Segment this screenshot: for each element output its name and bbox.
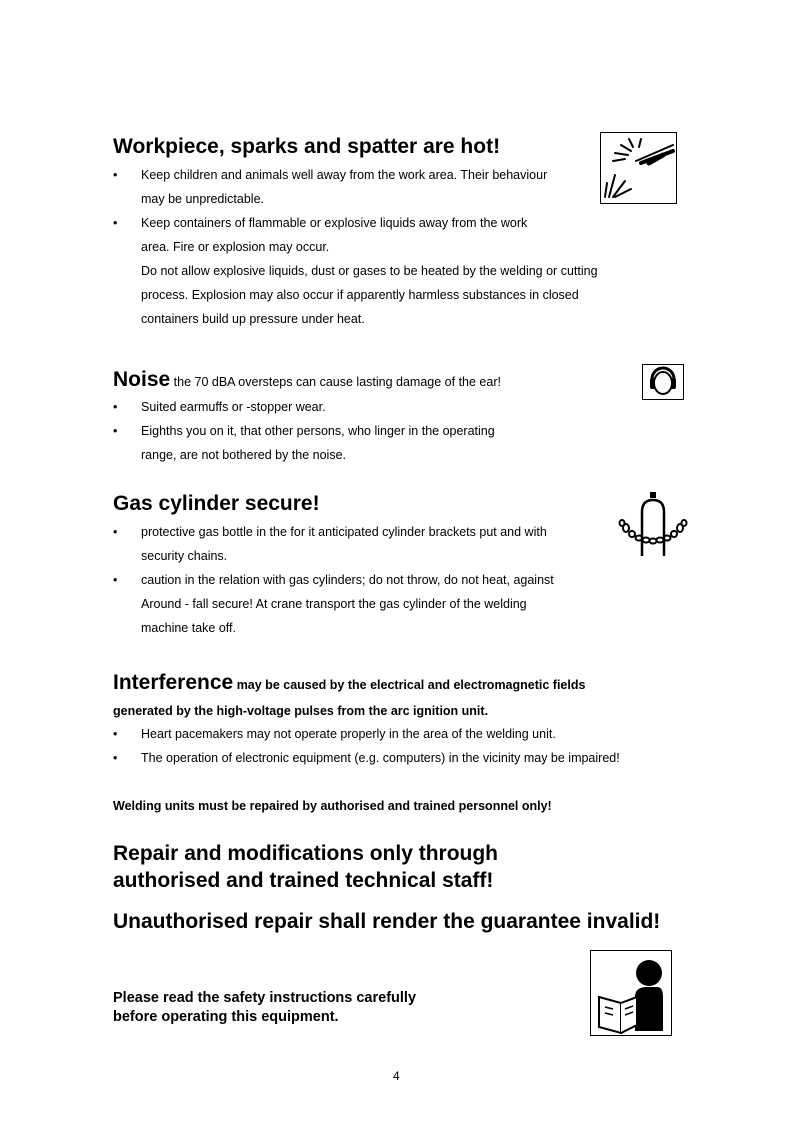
repair-heading-line-1: Repair and modifications only through: [113, 842, 499, 865]
list-item-continued: range, are not bothered by the noise.: [141, 448, 347, 462]
list-item: • caution in the relation with gas cylinders; do not throw, do not heat, against: [113, 568, 633, 592]
list-item: • Suited earmuffs or -stopper wear.: [113, 395, 633, 419]
noise-heading-line: [113, 367, 501, 394]
bullet-mark: •: [113, 424, 118, 438]
list-item: • protective gas bottle in the for it anticipated cylinder brackets put and with: [113, 520, 633, 544]
heading-hot-workpiece: Workpiece, sparks and spatter are hot!: [113, 135, 501, 158]
list-item: • Eighths you on it, that other persons, who linger in the operating: [113, 419, 633, 443]
guarantee-heading: Unauthorised repair shall render the guarantee invalid!: [113, 910, 661, 933]
list-item: • Heart pacemakers may not operate properly in the area of the welding unit.: [113, 722, 673, 746]
page-number: 4: [393, 1069, 400, 1083]
read-manual-icon: [590, 950, 672, 1036]
bullet-mark: •: [113, 525, 118, 539]
read-instructions-line-1: Please read the safety instructions carefully: [113, 990, 417, 1006]
heading-gas-cylinder: Gas cylinder secure!: [113, 492, 320, 515]
interference-intro-continued: generated by the high-voltage pulses from the arc ignition unit.: [113, 704, 489, 718]
ear-protection-icon: [642, 364, 684, 400]
list-item-continued: machine take off.: [141, 621, 236, 635]
heading-interference: Interference: [113, 671, 234, 694]
interference-intro: may be caused by the electrical and electromagnetic fields: [233, 678, 586, 692]
interference-heading-line: [113, 670, 585, 697]
list-item-continued: may be unpredictable.: [141, 192, 264, 206]
list-item: • Keep children and animals well away from the work area. Their behaviour: [113, 163, 633, 187]
gas-cylinder-chain-icon: [618, 490, 688, 560]
noise-intro: the 70 dBA oversteps can cause lasting damage of the ear!: [170, 375, 501, 389]
bullet-mark: •: [113, 216, 118, 230]
list-item-continued: containers build up pressure under heat.: [141, 312, 365, 326]
gas-cylinder-list: [113, 520, 633, 640]
sparks-warning-icon: [600, 132, 677, 204]
list-item: • Keep containers of flammable or explosive liquids away from the work: [113, 211, 633, 235]
list-item-continued: security chains.: [141, 549, 228, 563]
bullet-mark: •: [113, 400, 118, 414]
hot-workpiece-list: [113, 163, 633, 331]
list-item: • The operation of electronic equipment (e.g. computers) in the vicinity may be impaired!: [113, 746, 673, 770]
read-instructions-line-2: before operating this equipment.: [113, 1009, 339, 1025]
bullet-mark: •: [113, 727, 118, 741]
interference-list: [113, 722, 673, 770]
repair-note: Welding units must be repaired by authorised and trained personnel only!: [113, 799, 552, 813]
heading-noise: Noise: [113, 368, 171, 391]
noise-list: [113, 395, 633, 467]
list-item-continued: Around - fall secure! At crane transport the gas cylinder of the welding: [141, 597, 527, 611]
read-instructions: [113, 989, 416, 1027]
bullet-mark: •: [113, 168, 118, 182]
list-item-continued: process. Explosion may also occur if apparently harmless substances in closed: [141, 288, 579, 302]
repair-heading-line-2: authorised and trained technical staff!: [113, 869, 494, 892]
list-item-continued: Do not allow explosive liquids, dust or gases to be heated by the welding or cutting: [141, 264, 598, 278]
bullet-mark: •: [113, 573, 118, 587]
bullet-mark: •: [113, 751, 118, 765]
list-item-continued: area. Fire or explosion may occur.: [141, 240, 330, 254]
